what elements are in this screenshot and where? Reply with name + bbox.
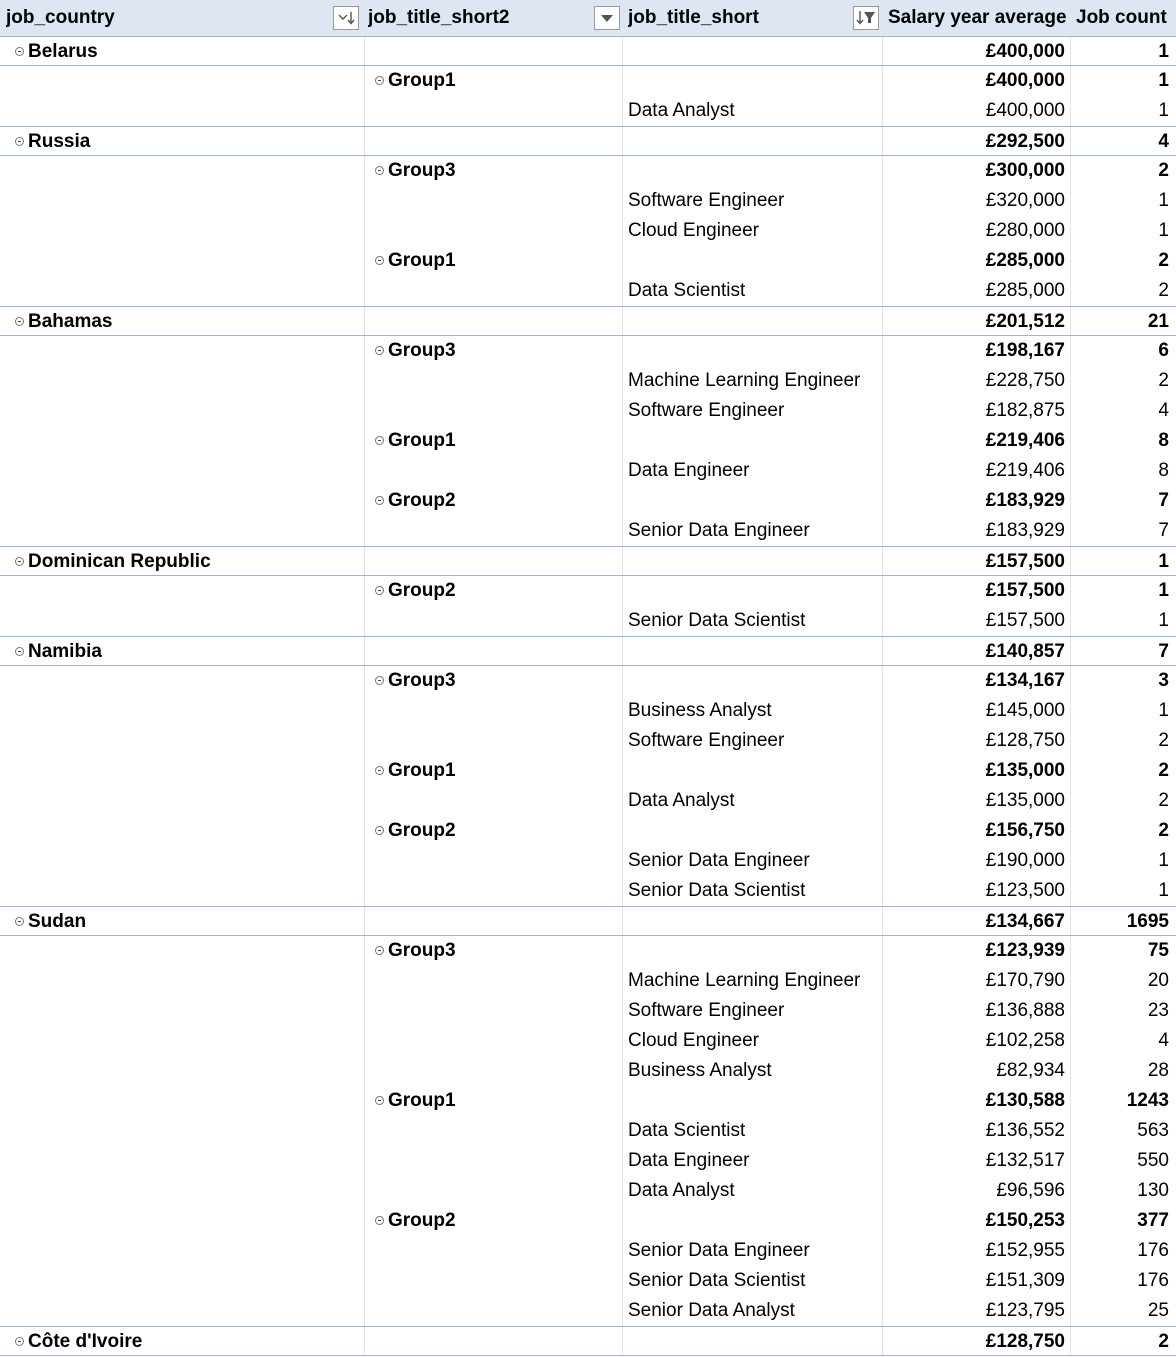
group-label: Group3 — [388, 940, 456, 961]
salary-value: £400,000 — [985, 100, 1065, 121]
salary-value: £136,552 — [985, 1120, 1065, 1141]
pivot-row-title[interactable] — [0, 696, 1176, 726]
group-label: Group2 — [388, 820, 456, 841]
title-label: Senior Data Scientist — [628, 1270, 806, 1291]
salary-value: £82,934 — [996, 1060, 1065, 1081]
pivot-row-title[interactable] — [0, 726, 1176, 756]
pivot-row-title[interactable] — [0, 1116, 1176, 1146]
header-job-title-short2[interactable]: job_title_short2 — [368, 7, 510, 28]
job-count-value: 1 — [1158, 41, 1169, 62]
sort-descending-icon[interactable] — [333, 6, 359, 30]
salary-value: £135,000 — [985, 760, 1065, 781]
salary-value: £102,258 — [985, 1030, 1065, 1051]
job-count-value: 8 — [1158, 460, 1169, 481]
job-count-value: 21 — [1147, 311, 1169, 332]
job-count-value: 1 — [1158, 220, 1169, 241]
pivot-row-title[interactable] — [0, 606, 1176, 636]
title-label: Senior Data Engineer — [628, 1240, 810, 1261]
pivot-row-group[interactable] — [0, 66, 1176, 96]
group-label: Group3 — [388, 340, 456, 361]
job-count-value: 7 — [1158, 641, 1169, 662]
salary-value: £145,000 — [985, 700, 1065, 721]
pivot-row-title[interactable] — [0, 456, 1176, 486]
expand-collapse-icon[interactable] — [375, 76, 384, 85]
title-label: Business Analyst — [628, 1060, 772, 1081]
sort-filter-icon[interactable] — [853, 6, 879, 30]
header-salary-year-average[interactable]: Salary year average — [888, 7, 1067, 28]
group-label: Group1 — [388, 760, 456, 781]
job-count-value: 176 — [1137, 1240, 1169, 1261]
pivot-row-title[interactable] — [0, 966, 1176, 996]
country-label: Sudan — [28, 911, 87, 932]
pivot-row-group[interactable] — [0, 816, 1176, 846]
group-label: Group1 — [388, 430, 456, 451]
group-label: Group2 — [388, 1210, 456, 1231]
title-label: Software Engineer — [628, 730, 785, 751]
group-label: Group1 — [388, 70, 456, 91]
title-label: Senior Data Engineer — [628, 850, 810, 871]
country-label: Belarus — [28, 41, 98, 62]
title-label: Machine Learning Engineer — [628, 970, 861, 991]
title-label: Data Scientist — [628, 1120, 746, 1141]
pivot-row-country[interactable] — [0, 636, 1176, 666]
title-label: Software Engineer — [628, 400, 785, 421]
salary-value: £140,857 — [985, 641, 1065, 662]
pivot-row-group[interactable] — [0, 156, 1176, 186]
salary-value: £156,750 — [985, 820, 1065, 841]
title-label: Data Analyst — [628, 790, 735, 811]
job-count-value: 377 — [1137, 1210, 1169, 1231]
salary-value: £400,000 — [985, 70, 1065, 91]
job-count-value: 3 — [1158, 670, 1169, 691]
pivot-row-title[interactable] — [0, 786, 1176, 816]
pivot-row-title[interactable] — [0, 276, 1176, 306]
salary-value: £157,500 — [985, 580, 1065, 601]
salary-value: £123,795 — [985, 1300, 1065, 1321]
job-count-value: 2 — [1158, 250, 1169, 271]
salary-value: £320,000 — [985, 190, 1065, 211]
salary-value: £183,929 — [985, 520, 1065, 541]
pivot-row-country[interactable] — [0, 306, 1176, 336]
salary-value: £157,500 — [985, 551, 1065, 572]
expand-collapse-icon[interactable] — [375, 496, 384, 505]
pivot-row-group[interactable] — [0, 666, 1176, 696]
pivot-row-title[interactable] — [0, 1266, 1176, 1296]
expand-collapse-icon[interactable] — [375, 676, 384, 685]
salary-value: £292,500 — [985, 131, 1065, 152]
salary-value: £132,517 — [985, 1150, 1065, 1171]
header-job-count[interactable]: Job count — [1076, 7, 1167, 28]
pivot-row-group[interactable] — [0, 576, 1176, 606]
pivot-row-title[interactable] — [0, 1146, 1176, 1176]
job-count-value: 2 — [1158, 760, 1169, 781]
pivot-row-title[interactable] — [0, 516, 1176, 546]
expand-collapse-icon[interactable] — [375, 256, 384, 265]
salary-value: £128,750 — [985, 1331, 1065, 1352]
pivot-row-country[interactable] — [0, 906, 1176, 936]
expand-collapse-icon[interactable] — [15, 137, 24, 146]
job-count-value: 1 — [1158, 551, 1169, 572]
header-job-title-short[interactable]: job_title_short — [628, 7, 759, 28]
header-job-country[interactable]: job_country — [6, 7, 115, 28]
job-count-value: 4 — [1158, 1030, 1169, 1051]
job-count-value: 1 — [1158, 700, 1169, 721]
expand-collapse-icon[interactable] — [375, 166, 384, 175]
pivot-row-group[interactable] — [0, 486, 1176, 516]
pivot-row-title[interactable] — [0, 366, 1176, 396]
job-count-value: 7 — [1158, 490, 1169, 511]
expand-collapse-icon[interactable] — [375, 1216, 384, 1225]
job-count-value: 1 — [1158, 850, 1169, 871]
job-count-value: 4 — [1158, 131, 1169, 152]
pivot-row-title[interactable] — [0, 846, 1176, 876]
salary-value: £134,167 — [985, 670, 1065, 691]
dropdown-icon[interactable] — [594, 6, 620, 30]
salary-value: £151,309 — [985, 1270, 1065, 1291]
title-label: Senior Data Analyst — [628, 1300, 795, 1321]
expand-collapse-icon[interactable] — [375, 826, 384, 835]
pivot-row-title[interactable] — [0, 1056, 1176, 1086]
group-label: Group3 — [388, 160, 456, 181]
salary-value: £300,000 — [985, 160, 1065, 181]
salary-value: £285,000 — [985, 280, 1065, 301]
salary-value: £285,000 — [985, 250, 1065, 271]
pivot-row-title[interactable] — [0, 216, 1176, 246]
pivot-row-title[interactable] — [0, 1176, 1176, 1206]
pivot-row-group[interactable] — [0, 756, 1176, 786]
title-label: Data Analyst — [628, 100, 735, 121]
title-label: Senior Data Engineer — [628, 520, 810, 541]
expand-collapse-icon[interactable] — [375, 946, 384, 955]
salary-value: £128,750 — [985, 730, 1065, 751]
salary-value: £157,500 — [985, 610, 1065, 631]
title-label: Data Analyst — [628, 1180, 735, 1201]
expand-collapse-icon[interactable] — [15, 317, 24, 326]
job-count-value: 1 — [1158, 70, 1169, 91]
pivot-row-title[interactable] — [0, 396, 1176, 426]
job-count-value: 1243 — [1126, 1090, 1169, 1111]
pivot-row-country[interactable] — [0, 36, 1176, 66]
expand-collapse-icon[interactable] — [375, 1096, 384, 1105]
group-label: Group1 — [388, 1090, 456, 1111]
pivot-row-group[interactable] — [0, 336, 1176, 366]
job-count-value: 20 — [1147, 970, 1169, 991]
salary-value: £135,000 — [985, 790, 1065, 811]
job-count-value: 6 — [1158, 340, 1169, 361]
job-count-value: 28 — [1147, 1060, 1169, 1081]
title-label: Cloud Engineer — [628, 220, 759, 241]
title-label: Machine Learning Engineer — [628, 370, 861, 391]
pivot-header-row — [0, 0, 1176, 37]
pivot-row-title[interactable] — [0, 876, 1176, 906]
expand-collapse-icon[interactable] — [15, 917, 24, 926]
pivot-row-title[interactable] — [0, 96, 1176, 126]
job-count-value: 4 — [1158, 400, 1169, 421]
job-count-value: 2 — [1158, 160, 1169, 181]
pivot-row-title[interactable] — [0, 1296, 1176, 1326]
job-count-value: 1 — [1158, 610, 1169, 631]
salary-value: £183,929 — [985, 490, 1065, 511]
pivot-row-title[interactable] — [0, 996, 1176, 1026]
title-label: Software Engineer — [628, 190, 785, 211]
title-label: Cloud Engineer — [628, 1030, 759, 1051]
job-count-value: 2 — [1158, 370, 1169, 391]
group-label: Group3 — [388, 670, 456, 691]
pivot-row-group[interactable] — [0, 936, 1176, 966]
job-count-value: 7 — [1158, 520, 1169, 541]
pivot-row-country[interactable] — [0, 1326, 1176, 1356]
salary-value: £130,588 — [985, 1090, 1065, 1111]
title-label: Data Engineer — [628, 460, 750, 481]
pivot-row-country[interactable] — [0, 546, 1176, 576]
job-count-value: 550 — [1137, 1150, 1169, 1171]
expand-collapse-icon[interactable] — [375, 766, 384, 775]
salary-value: £201,512 — [985, 311, 1065, 332]
job-count-value: 2 — [1158, 790, 1169, 811]
salary-value: £170,790 — [985, 970, 1065, 991]
job-count-value: 1 — [1158, 580, 1169, 601]
title-label: Senior Data Scientist — [628, 880, 806, 901]
salary-value: £228,750 — [985, 370, 1065, 391]
salary-value: £400,000 — [985, 41, 1065, 62]
expand-collapse-icon[interactable] — [375, 586, 384, 595]
country-label: Dominican Republic — [28, 551, 211, 572]
country-label: Côte d'Ivoire — [28, 1331, 143, 1352]
job-count-value: 8 — [1158, 430, 1169, 451]
pivot-row-group[interactable] — [0, 1206, 1176, 1236]
pivot-row-group[interactable] — [0, 246, 1176, 276]
job-count-value: 2 — [1158, 820, 1169, 841]
title-label: Business Analyst — [628, 700, 772, 721]
country-label: Namibia — [28, 641, 102, 662]
job-count-value: 1 — [1158, 100, 1169, 121]
title-label: Data Engineer — [628, 1150, 750, 1171]
job-count-value: 2 — [1158, 730, 1169, 751]
job-count-value: 1695 — [1126, 911, 1169, 932]
salary-value: £182,875 — [985, 400, 1065, 421]
expand-collapse-icon[interactable] — [15, 47, 24, 56]
job-count-value: 2 — [1158, 280, 1169, 301]
salary-value: £134,667 — [985, 911, 1065, 932]
job-count-value: 130 — [1137, 1180, 1169, 1201]
pivot-row-country[interactable] — [0, 126, 1176, 156]
job-count-value: 1 — [1158, 190, 1169, 211]
salary-value: £190,000 — [985, 850, 1065, 871]
expand-collapse-icon[interactable] — [15, 647, 24, 656]
job-count-value: 25 — [1147, 1300, 1169, 1321]
salary-value: £198,167 — [985, 340, 1065, 361]
salary-value: £280,000 — [985, 220, 1065, 241]
expand-collapse-icon[interactable] — [15, 1337, 24, 1346]
group-label: Group2 — [388, 580, 456, 601]
pivot-row-group[interactable] — [0, 426, 1176, 456]
country-label: Russia — [28, 131, 91, 152]
job-count-value: 176 — [1137, 1270, 1169, 1291]
pivot-row-title[interactable] — [0, 1236, 1176, 1266]
group-label: Group1 — [388, 250, 456, 271]
expand-collapse-icon[interactable] — [375, 436, 384, 445]
salary-value: £219,406 — [985, 460, 1065, 481]
job-count-value: 23 — [1147, 1000, 1169, 1021]
salary-value: £136,888 — [985, 1000, 1065, 1021]
pivot-row-group[interactable] — [0, 1086, 1176, 1116]
title-label: Senior Data Scientist — [628, 610, 806, 631]
expand-collapse-icon[interactable] — [375, 346, 384, 355]
salary-value: £96,596 — [996, 1180, 1065, 1201]
title-label: Software Engineer — [628, 1000, 785, 1021]
salary-value: £123,939 — [985, 940, 1065, 961]
expand-collapse-icon[interactable] — [15, 557, 24, 566]
salary-value: £123,500 — [985, 880, 1065, 901]
job-count-value: 2 — [1158, 1331, 1169, 1352]
pivot-row-title[interactable] — [0, 1026, 1176, 1056]
salary-value: £150,253 — [985, 1210, 1065, 1231]
job-count-value: 563 — [1137, 1120, 1169, 1141]
job-count-value: 75 — [1147, 940, 1169, 961]
title-label: Data Scientist — [628, 280, 746, 301]
salary-value: £219,406 — [985, 430, 1065, 451]
pivot-row-title[interactable] — [0, 186, 1176, 216]
job-count-value: 1 — [1158, 880, 1169, 901]
country-label: Bahamas — [28, 311, 113, 332]
salary-value: £152,955 — [985, 1240, 1065, 1261]
group-label: Group2 — [388, 490, 456, 511]
